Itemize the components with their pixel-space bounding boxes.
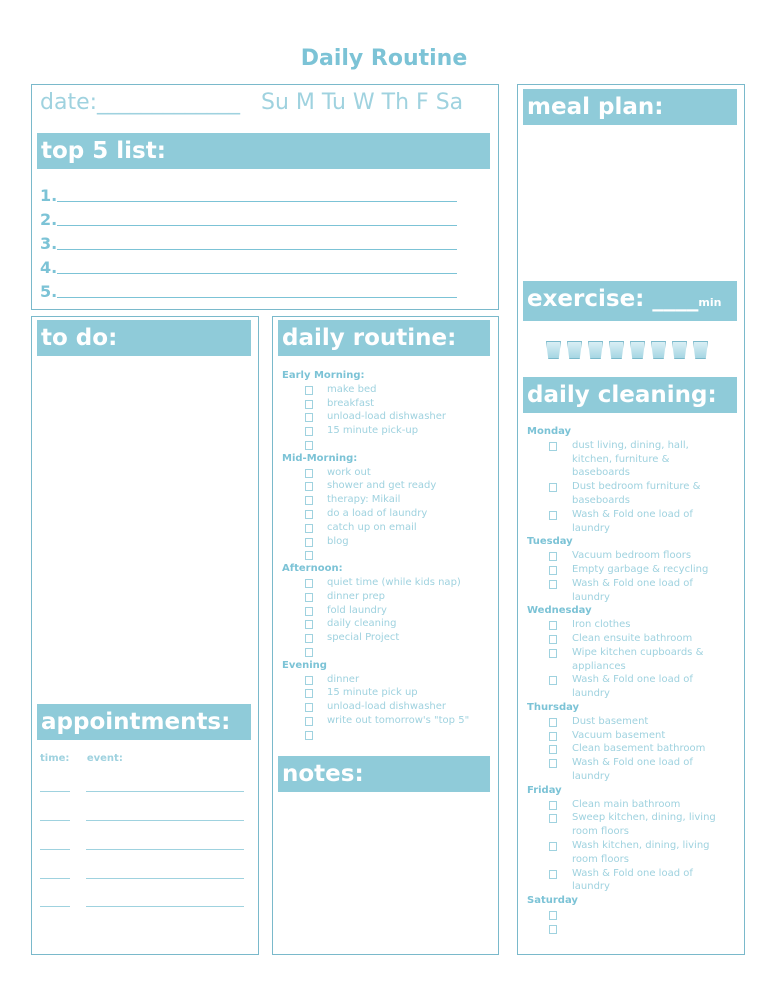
checkbox[interactable] — [549, 925, 557, 934]
checkbox[interactable] — [549, 676, 557, 685]
water-glass-icon[interactable] — [609, 341, 624, 359]
checkbox[interactable] — [549, 732, 557, 741]
cleaning-item-label: kitchen, furniture & — [572, 453, 670, 465]
cleaning-item-label: room floors — [572, 853, 629, 865]
routine-item — [282, 424, 494, 438]
checkbox[interactable] — [549, 566, 557, 575]
checkbox[interactable] — [305, 607, 313, 616]
checkbox[interactable] — [305, 731, 313, 740]
routine-item-label: dinner — [327, 673, 360, 685]
cleaning-item — [527, 563, 739, 577]
routine-item-label: work out — [327, 466, 371, 478]
appointment-row[interactable] — [40, 878, 245, 879]
cleaning-item-label: laundry — [572, 522, 610, 534]
cleaning-item-label: dust living, dining, hall, — [572, 439, 689, 451]
routine-item-label: therapy: Mikail — [327, 494, 401, 506]
routine-item-label: write out tomorrow's "top 5" — [327, 714, 470, 726]
checkbox[interactable] — [305, 689, 313, 698]
cleaning-item-label: Dust bedroom furniture & — [572, 481, 701, 493]
cleaning-item-label: Wash & Fold one load of — [572, 757, 693, 769]
routine-item — [282, 521, 494, 535]
cleaning-item-label: room floors — [572, 826, 629, 838]
routine-item-label: do a load of laundry — [327, 507, 428, 519]
cleaning-item — [527, 729, 739, 743]
checkbox[interactable] — [305, 634, 313, 643]
checkbox[interactable] — [305, 648, 313, 657]
notes-header: notes: — [278, 756, 490, 792]
checkbox[interactable] — [549, 552, 557, 561]
checkbox[interactable] — [305, 593, 313, 602]
date-line — [40, 90, 463, 115]
cleaning-item-label: Vacuum bedroom floors — [572, 550, 692, 562]
checkbox[interactable] — [305, 510, 313, 519]
water-glass-icon[interactable] — [588, 341, 603, 359]
cleaning-item — [527, 715, 739, 729]
checkbox[interactable] — [549, 635, 557, 644]
exercise-header: exercise: ____min — [523, 281, 737, 321]
routine-item — [282, 397, 494, 411]
water-glass-icon[interactable] — [546, 341, 561, 359]
cleaning-item — [527, 646, 739, 674]
routine-item-label: special Project — [327, 632, 400, 644]
checkbox[interactable] — [549, 911, 557, 920]
cleaning-item-label: Wash & Fold one load of — [572, 867, 693, 879]
event-label: event: — [86, 753, 123, 764]
checkbox[interactable] — [549, 842, 557, 851]
cleaning-item-label: Iron clothes — [572, 619, 631, 631]
cleaning-item-label: baseboards — [572, 467, 630, 479]
water-glass-icon[interactable] — [672, 341, 687, 359]
routine-item — [282, 590, 494, 604]
top5-list — [40, 184, 457, 304]
routine-section-title: Evening — [282, 659, 327, 671]
cleaning-item-label: Wash & Fold one load of — [572, 577, 693, 589]
cleaning-item-label: laundry — [572, 881, 610, 893]
appointment-row[interactable] — [40, 791, 245, 792]
routine-item — [282, 604, 494, 618]
cleaning-item-label: baseboards — [572, 494, 630, 506]
cleaning-item — [527, 922, 739, 936]
routine-item-label: daily cleaning — [327, 618, 397, 630]
checkbox[interactable] — [549, 745, 557, 754]
daily-cleaning-header: daily cleaning: — [523, 377, 737, 413]
cleaning-item-label: Clean basement bathroom — [572, 743, 706, 755]
top5-header: top 5 list: — [37, 133, 490, 169]
cleaning-item-label: laundry — [572, 770, 610, 782]
cleaning-item — [527, 867, 739, 895]
routine-item-label: 15 minute pick-up — [327, 425, 419, 437]
top5-item: 1. — [40, 184, 457, 208]
routine-item-label: breakfast — [327, 397, 375, 409]
checkbox[interactable] — [305, 620, 313, 629]
checkbox[interactable] — [305, 676, 313, 685]
page-title: Daily Routine — [300, 46, 468, 71]
cleaning-day-title: Monday — [527, 426, 572, 437]
appointment-row[interactable] — [40, 820, 245, 821]
routine-item — [282, 631, 494, 645]
appointment-row[interactable] — [40, 849, 245, 850]
cleaning-day-title: Saturday — [527, 895, 578, 907]
routine-section-title: Mid-Morning: — [282, 452, 358, 464]
meal-plan-header: meal plan: — [523, 89, 737, 125]
routine-item — [282, 673, 494, 687]
cleaning-item — [527, 839, 739, 867]
checkbox[interactable] — [305, 413, 313, 422]
routine-item — [282, 383, 494, 397]
top5-item: 2. — [40, 208, 457, 232]
cleaning-item — [527, 632, 739, 646]
water-glasses — [546, 341, 714, 363]
cleaning-item-label: Wash kitchen, dining, living — [572, 839, 710, 851]
cleaning-item — [527, 549, 739, 563]
cleaning-item-label: Clean ensuite bathroom — [572, 632, 693, 644]
checkbox[interactable] — [549, 442, 557, 451]
cleaning-item-label: Clean main bathroom — [572, 798, 681, 810]
routine-section-title: Early Morning: — [282, 370, 365, 381]
todo-box — [31, 316, 259, 955]
checkbox[interactable] — [305, 703, 313, 712]
routine-item-label: unload-load dishwasher — [327, 701, 446, 713]
cleaning-item — [527, 811, 739, 839]
routine-item — [282, 576, 494, 590]
checkbox[interactable] — [305, 482, 313, 491]
cleaning-item — [527, 673, 739, 701]
routine-item-label: shower and get ready — [327, 480, 437, 492]
cleaning-item-label: Sweep kitchen, dining, living — [572, 812, 716, 824]
water-glass-icon[interactable] — [567, 341, 582, 359]
checkbox[interactable] — [549, 580, 557, 589]
cleaning-item-label: Vacuum basement — [572, 729, 666, 741]
cleaning-day-title: Tuesday — [527, 536, 573, 548]
daily-routine-header: daily routine: — [278, 320, 490, 356]
checkbox[interactable] — [305, 400, 313, 409]
time-label: time: — [40, 753, 70, 764]
water-glass-icon[interactable] — [651, 341, 666, 359]
checkbox[interactable] — [305, 524, 313, 533]
checkbox[interactable] — [549, 870, 557, 879]
cleaning-day-title: Thursday — [527, 701, 580, 713]
checkbox[interactable] — [549, 814, 557, 823]
cleaning-list — [527, 425, 739, 935]
routine-item — [282, 493, 494, 507]
checkbox[interactable] — [549, 718, 557, 727]
routine-item — [282, 728, 494, 742]
checkbox[interactable] — [549, 759, 557, 768]
top5-item: 5. — [40, 280, 457, 304]
routine-item — [282, 700, 494, 714]
routine-item-label: 15 minute pick up — [327, 687, 418, 699]
checkbox[interactable] — [549, 649, 557, 658]
checkbox[interactable] — [305, 427, 313, 436]
checkbox[interactable] — [305, 496, 313, 505]
checkbox[interactable] — [305, 717, 313, 726]
cleaning-item — [527, 756, 739, 784]
routine-item-label: unload-load dishwasher — [327, 411, 446, 423]
routine-item — [282, 479, 494, 493]
routine-item — [282, 438, 494, 452]
cleaning-item-label: appliances — [572, 660, 626, 672]
appointments-header: appointments: — [37, 704, 251, 740]
routine-item — [282, 507, 494, 521]
cleaning-item — [527, 798, 739, 812]
routine-item — [282, 714, 494, 728]
appointment-row[interactable] — [40, 906, 245, 907]
cleaning-day-title: Friday — [527, 784, 562, 796]
cleaning-item-label: Dust basement — [572, 715, 649, 727]
routine-item-label: dinner prep — [327, 590, 385, 602]
cleaning-item-label: Wash & Fold one load of — [572, 508, 693, 520]
routine-item-label: catch up on email — [327, 521, 417, 533]
checkbox[interactable] — [305, 441, 313, 450]
top5-item: 4. — [40, 256, 457, 280]
checkbox[interactable] — [305, 538, 313, 547]
cleaning-item-label: Wipe kitchen cupboards & — [572, 646, 704, 658]
cleaning-item — [527, 908, 739, 922]
checkbox[interactable] — [305, 386, 313, 395]
routine-item — [282, 466, 494, 480]
checkbox[interactable] — [549, 621, 557, 630]
routine-item-label: make bed — [327, 383, 377, 395]
cleaning-item — [527, 742, 739, 756]
routine-item — [282, 645, 494, 659]
cleaning-item — [527, 508, 739, 536]
cleaning-day-title: Wednesday — [527, 605, 592, 617]
water-glass-icon[interactable] — [630, 341, 645, 359]
date-label: date:_____________ — [40, 90, 241, 115]
todo-header: to do: — [37, 320, 251, 356]
top5-item: 3. — [40, 232, 457, 256]
checkbox[interactable] — [549, 483, 557, 492]
checkbox[interactable] — [549, 801, 557, 810]
routine-item-label: blog — [327, 535, 349, 547]
cleaning-item — [527, 439, 739, 480]
routine-item — [282, 548, 494, 562]
checkbox[interactable] — [305, 469, 313, 478]
routine-list — [282, 369, 494, 742]
cleaning-item — [527, 577, 739, 605]
cleaning-item — [527, 480, 739, 508]
appointments-columns — [40, 753, 123, 764]
routine-item — [282, 617, 494, 631]
cleaning-item-label: laundry — [572, 688, 610, 700]
cleaning-item-label: Empty garbage & recycling — [572, 563, 709, 575]
checkbox[interactable] — [305, 579, 313, 588]
checkbox[interactable] — [549, 511, 557, 520]
weekdays: Su M Tu W Th F Sa — [261, 90, 464, 115]
cleaning-item — [527, 618, 739, 632]
cleaning-item-label: Wash & Fold one load of — [572, 674, 693, 686]
water-glass-icon[interactable] — [693, 341, 708, 359]
routine-item-label: quiet time (while kids nap) — [327, 576, 461, 588]
checkbox[interactable] — [305, 551, 313, 560]
routine-item — [282, 410, 494, 424]
routine-item — [282, 535, 494, 549]
cleaning-item-label: laundry — [572, 591, 610, 603]
routine-section-title: Afternoon: — [282, 563, 343, 575]
routine-item-label: fold laundry — [327, 604, 387, 616]
routine-item — [282, 686, 494, 700]
